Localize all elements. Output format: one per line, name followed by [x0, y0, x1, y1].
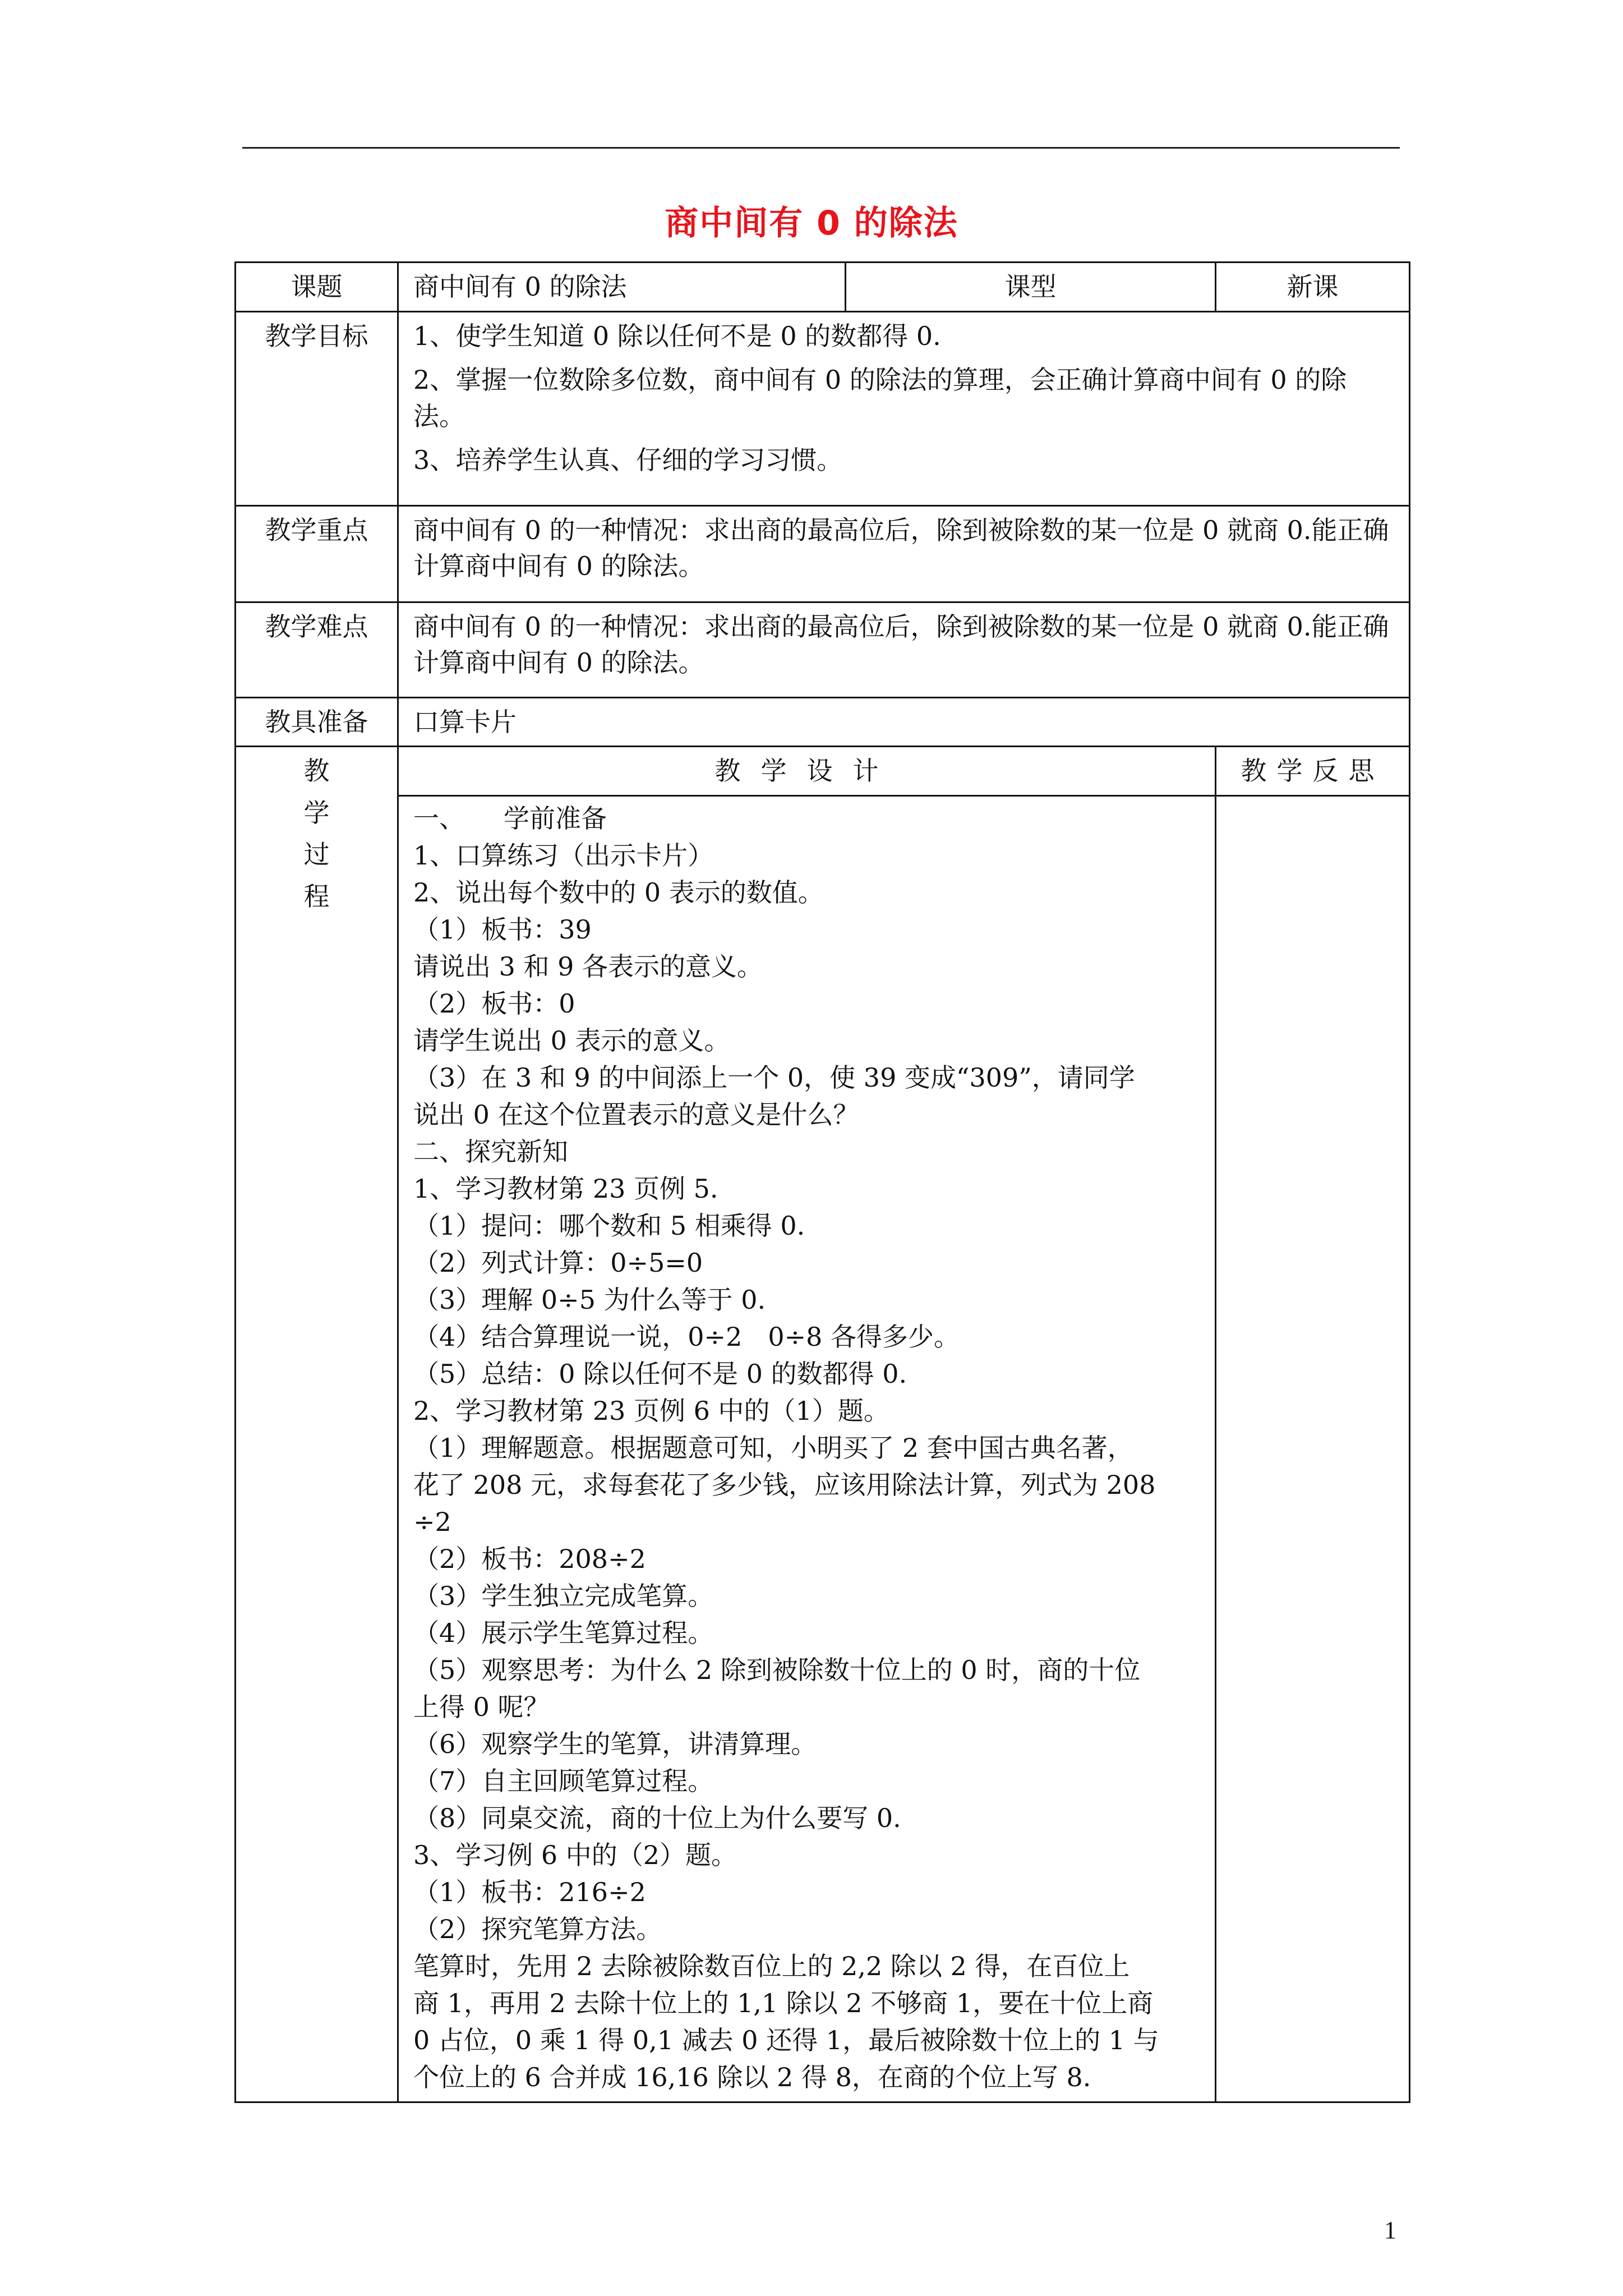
lesson-plan-table	[234, 261, 1410, 2103]
process-line: （1）提问：哪个数和 5 相乘得 0.	[413, 1210, 805, 1241]
process-line: 说出 0 在这个位置表示的意义是什么？	[413, 1099, 859, 1130]
process-line: （3）学生独立完成笔算。	[413, 1580, 714, 1611]
reflection-content	[1216, 795, 1410, 2102]
goal-item: 1、使学生知道 0 除以任何不是 0 的数都得 0.	[413, 321, 941, 351]
goals-row	[236, 312, 1410, 506]
goal-item: 2、掌握一位数除多位数，商中间有 0 的除法的算理，会正确计算商中间有 0 的除法。	[413, 365, 1347, 431]
topic-value: 商中间有 0 的除法	[398, 263, 846, 312]
process-line: 个位上的 6 合并成 16,16 除以 2 得 8，在商的个位上写 8.	[413, 2062, 1091, 2092]
reflection-header: 教学反思	[1216, 747, 1410, 795]
process-line: （2）探究笔算方法。	[413, 1913, 662, 1944]
difficulty-label: 教学难点	[236, 602, 398, 698]
topic-row	[236, 263, 1410, 312]
key-points-label: 教学重点	[236, 506, 398, 602]
process-line: 商 1，再用 2 去除十位上的 1,1 除以 2 不够商 1，要在十位上商	[413, 1987, 1154, 2018]
key-points-row	[236, 506, 1410, 602]
tools-label: 教具准备	[236, 698, 398, 747]
process-line: （2）列式计算：0÷5=0	[413, 1247, 703, 1278]
goals-content	[398, 312, 1410, 506]
process-line: （3）在 3 和 9 的中间添上一个 0，使 39 变成“309”，请同学	[413, 1062, 1135, 1093]
process-line: （5）观察思考：为什么 2 除到被除数十位上的 0 时，商的十位	[413, 1654, 1141, 1685]
process-header-row	[236, 747, 1410, 795]
process-line: （1）板书：216÷2	[413, 1876, 646, 1907]
goals-label: 教学目标	[236, 312, 398, 506]
process-line: 请学生说出 0 表示的意义。	[413, 1025, 730, 1056]
tools-row	[236, 698, 1410, 747]
process-line: 3、学习例 6 中的（2）题。	[413, 1839, 737, 1870]
lesson-type-label: 课型	[846, 263, 1216, 312]
process-line: （6）观察学生的笔算，讲清算理。	[413, 1728, 817, 1759]
document-title: 商中间有 0 的除法	[665, 204, 958, 243]
difficulty-row	[236, 602, 1410, 698]
design-header: 教学设计	[398, 747, 1216, 795]
topic-label: 课题	[236, 263, 398, 312]
process-label-char: 过	[303, 839, 330, 870]
process-label-char: 教	[303, 756, 330, 786]
process-line: （1）板书：39	[413, 914, 592, 945]
process-line: 上得 0 呢？	[413, 1691, 550, 1722]
process-line: （4）结合算理说一说，0÷2 0÷8 各得多少。	[413, 1321, 960, 1352]
process-line: （1）理解题意。根据题意可知，小明买了 2 套中国古典名著，	[413, 1432, 1133, 1463]
header-rule	[242, 147, 1400, 149]
process-line: 2、学习教材第 23 页例 6 中的（1）题。	[413, 1395, 889, 1426]
process-content-row	[236, 795, 1410, 2102]
process-line: 0 占位，0 乘 1 得 0,1 减去 0 还得 1，最后被除数十位上的 1 与	[413, 2024, 1159, 2055]
process-label-char: 程	[303, 881, 330, 912]
process-line: （8）同桌交流，商的十位上为什么要写 0.	[413, 1802, 901, 1833]
process-line: （4）展示学生笔算过程。	[413, 1617, 714, 1648]
process-line: 笔算时，先用 2 去除被除数百位上的 2,2 除以 2 得，在百位上	[413, 1950, 1130, 1981]
process-line: ÷2	[413, 1506, 451, 1537]
process-line: （2）板书：0	[413, 988, 575, 1019]
process-line: 1、学习教材第 23 页例 5.	[413, 1173, 718, 1204]
process-line: （7）自主回顾笔算过程。	[413, 1765, 714, 1796]
difficulty-content: 商中间有 0 的一种情况：求出商的最高位后，除到被除数的某一位是 0 就商 0.能正确计算商中间有 0 的除法。	[398, 602, 1410, 698]
process-line: 2、说出每个数中的 0 表示的数值。	[413, 877, 824, 908]
key-points-content: 商中间有 0 的一种情况：求出商的最高位后，除到被除数的某一位是 0 就商 0.能正确计算商中间有 0 的除法。	[398, 506, 1410, 602]
lesson-type-value: 新课	[1216, 263, 1410, 312]
process-line: 请说出 3 和 9 各表示的意义。	[413, 951, 763, 982]
page-number: 1	[1384, 2216, 1396, 2244]
process-line: （3）理解 0÷5 为什么等于 0.	[413, 1284, 766, 1315]
process-line: （5）总结：0 除以任何不是 0 的数都得 0.	[413, 1358, 907, 1389]
process-line: 一、 学前准备	[413, 803, 607, 834]
goal-item: 3、培养学生认真、仔细的学习习惯。	[413, 445, 843, 476]
process-label	[236, 747, 398, 2102]
process-line: 花了 208 元，求每套花了多少钱，应该用除法计算，列式为 208	[413, 1469, 1156, 1500]
process-label-char: 学	[303, 797, 330, 828]
process-line: 1、口算练习（出示卡片）	[413, 840, 714, 871]
process-line: 二、探究新知	[413, 1136, 568, 1167]
design-content	[398, 795, 1216, 2102]
process-line: （2）板书：208÷2	[413, 1543, 646, 1574]
tools-content: 口算卡片	[398, 698, 1410, 747]
